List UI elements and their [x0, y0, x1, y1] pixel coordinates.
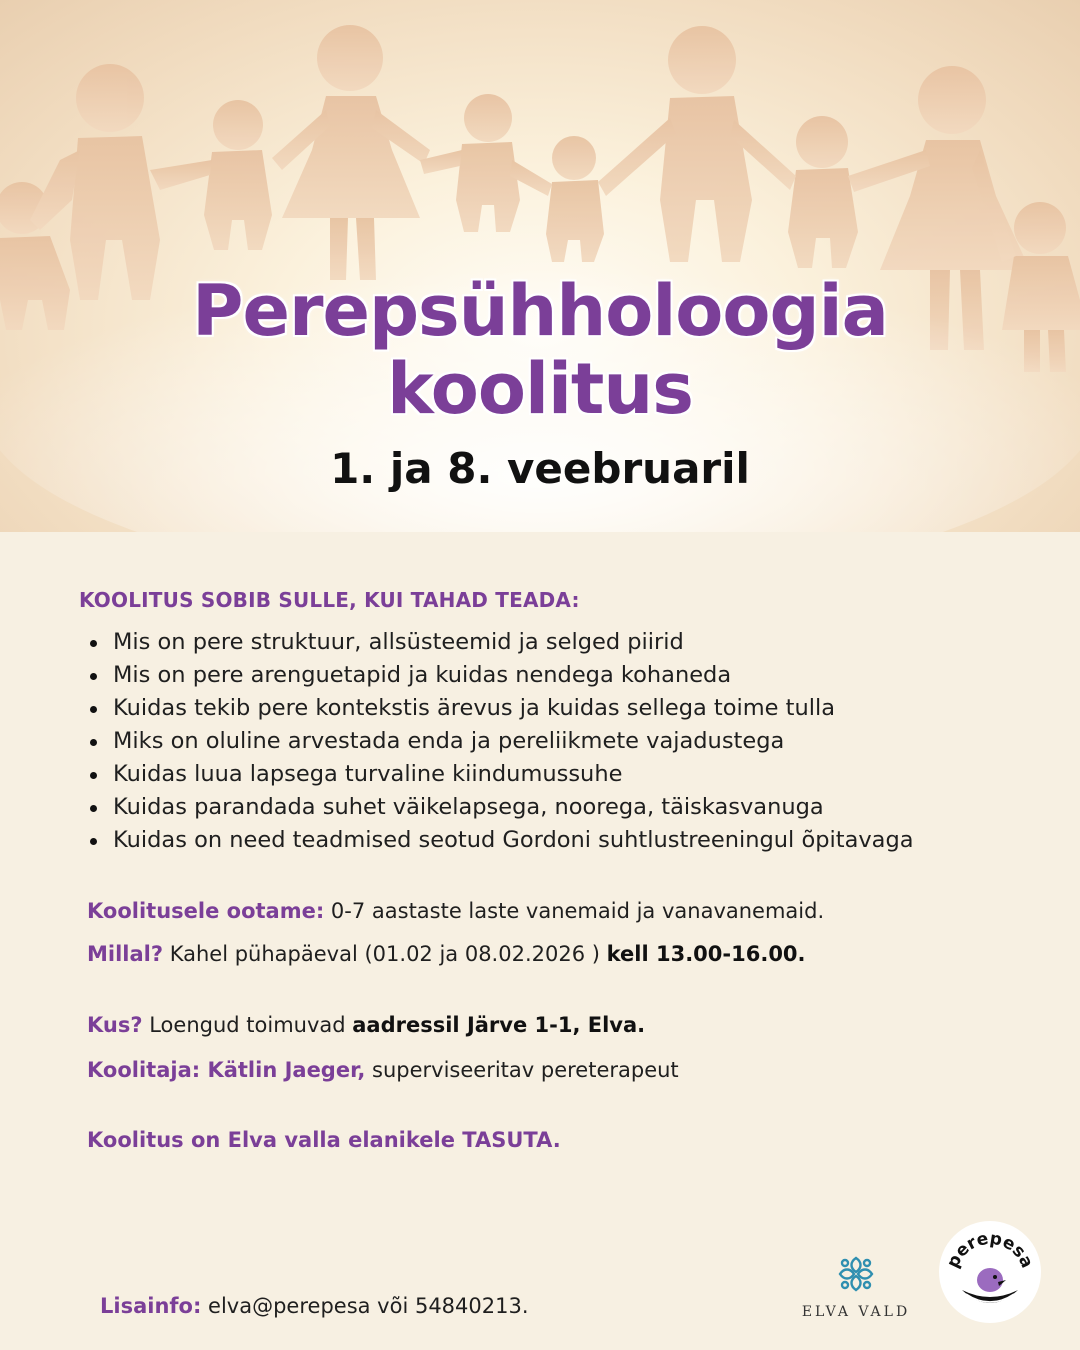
- where-line: [87, 1013, 645, 1037]
- audience-text: 0-7 aastaste laste vanemaid ja vanavanemaid.: [324, 899, 825, 923]
- list-item: Miks on oluline arvestada enda ja pereliikmete vajadustega: [88, 725, 914, 758]
- list-item: Mis on pere arenguetapid ja kuidas nendega kohaneda: [88, 659, 914, 692]
- list-item: Kuidas luua lapsega turvaline kiindumussuhe: [88, 758, 914, 791]
- where-text: Loengud toimuvad: [142, 1013, 353, 1037]
- topics-list: [88, 626, 914, 857]
- elva-emblem-icon: [836, 1254, 876, 1294]
- trainer-text: superviseeritav pereterapeut: [365, 1058, 679, 1082]
- elva-vald-logo: [800, 1254, 912, 1320]
- perepesa-logo: [938, 1220, 1042, 1324]
- where-label: Kus?: [87, 1013, 143, 1037]
- free-note: Koolitus on Elva valla elanikele TASUTA.: [87, 1128, 561, 1152]
- event-dates: 1. ja 8. veebruaril: [330, 444, 750, 493]
- page-title-line-1: Perepsühholoogia: [192, 270, 888, 352]
- contact-line: [100, 1294, 529, 1318]
- topics-heading: KOOLITUS SOBIB SULLE, KUI TAHAD TEADA:: [79, 588, 580, 612]
- where-address: aadressil Järve 1-1, Elva.: [352, 1013, 646, 1037]
- hero-banner: [0, 0, 1080, 532]
- audience-line: [87, 899, 824, 923]
- trainer-line: [87, 1058, 679, 1082]
- when-label: Millal?: [87, 942, 164, 966]
- trainer-label: Koolitaja: Kätlin Jaeger,: [87, 1058, 366, 1082]
- page-title-line-2: koolitus: [387, 348, 693, 430]
- list-item: Kuidas parandada suhet väikelapsega, noorega, täiskasvanuga: [88, 791, 914, 824]
- when-text: Kahel pühapäeval (01.02 ja 08.02.2026 ): [163, 942, 607, 966]
- when-time: kell 13.00-16.00.: [606, 942, 806, 966]
- list-item: Kuidas tekib pere kontekstis ärevus ja kuidas sellega toime tulla: [88, 692, 914, 725]
- list-item: Kuidas on need teadmised seotud Gordoni suhtlustreeningul õpitavaga: [88, 824, 914, 857]
- contact-text: elva@perepesa või 54840213.: [201, 1294, 529, 1318]
- elva-vald-name: ELVA VALD: [801, 1304, 911, 1320]
- audience-label: Koolitusele ootame:: [87, 899, 325, 923]
- content-area: [0, 532, 1080, 1350]
- list-item: Mis on pere struktuur, allsüsteemid ja selged piirid: [88, 626, 914, 659]
- perepesa-name: perepesa: [943, 1228, 1037, 1272]
- contact-label: Lisainfo:: [100, 1294, 202, 1318]
- when-line: [87, 942, 806, 966]
